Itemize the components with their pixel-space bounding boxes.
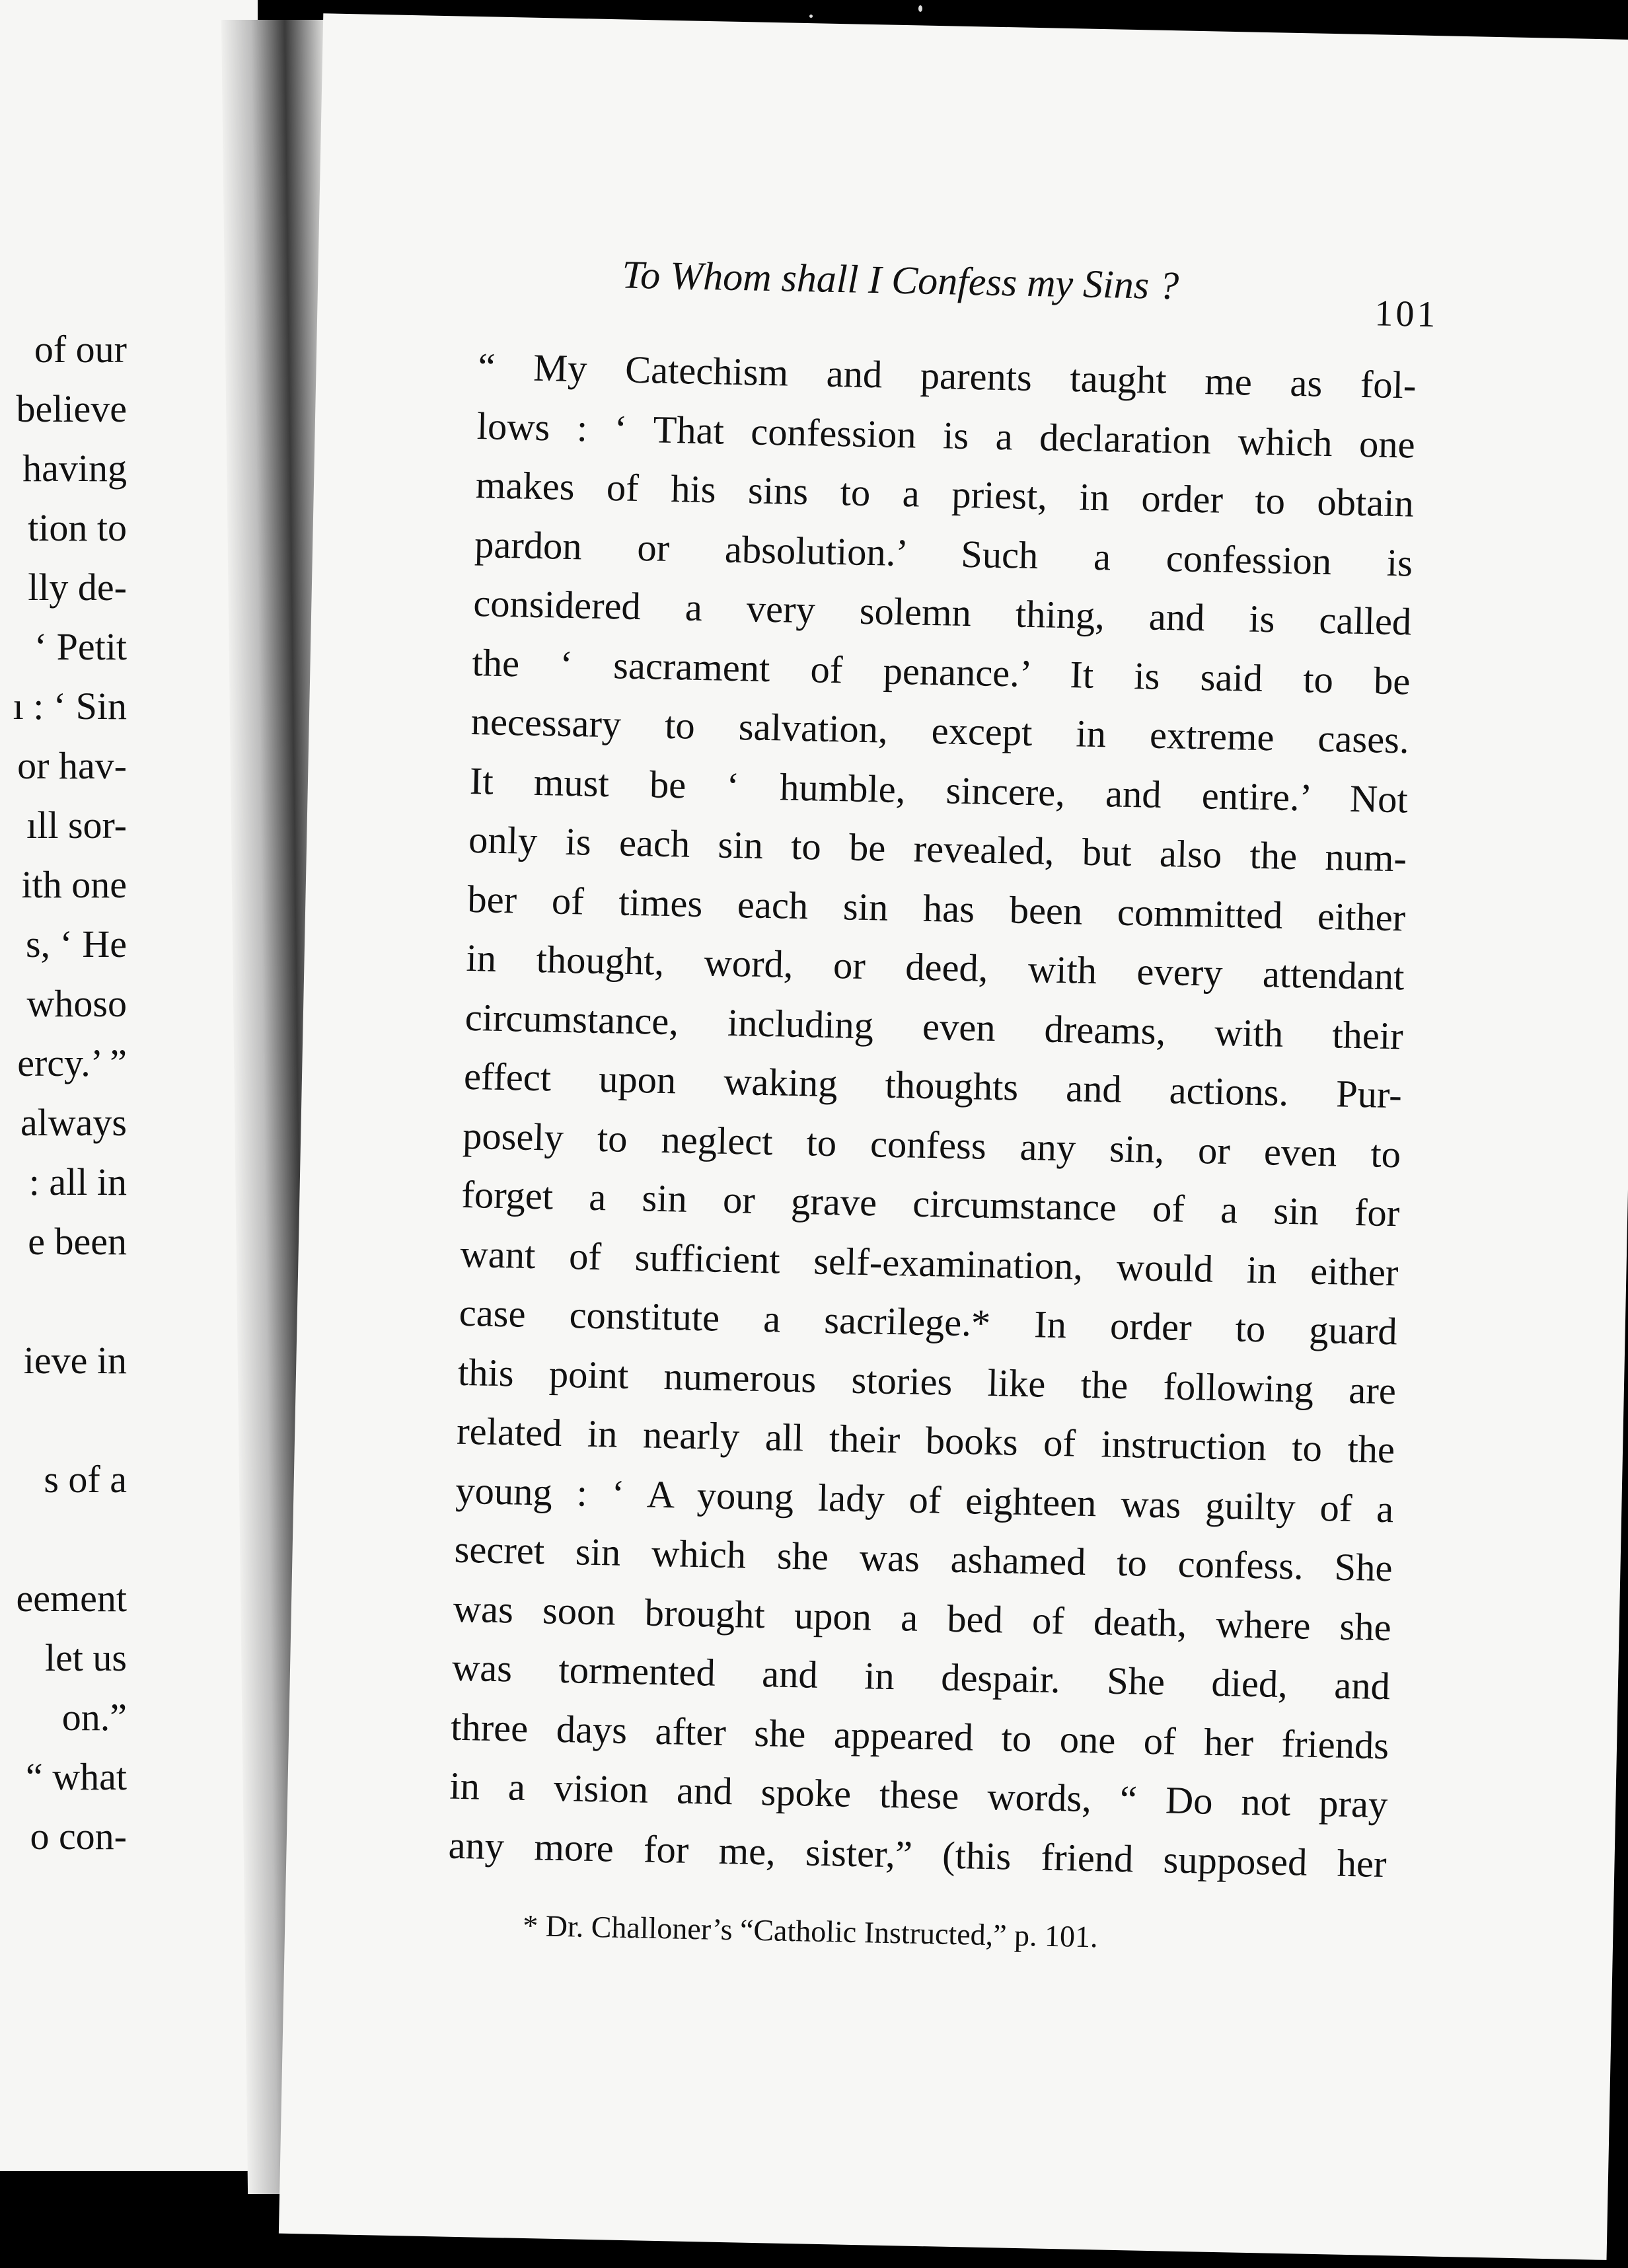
left-line: tion to xyxy=(28,506,127,549)
left-line: on.” xyxy=(61,1696,127,1739)
left-line: ercy.’ ” xyxy=(17,1041,127,1084)
body-line: circumstance, including even dreams, with their xyxy=(464,995,1404,1057)
body-line: makes of his sins to a priest, in order to obtain xyxy=(475,463,1415,525)
left-line: believe xyxy=(16,387,127,430)
body-line: It must be ‘ humble, sincere, and entire.’ Not xyxy=(469,759,1409,821)
body-line: want of sufficient self-examination, would in either xyxy=(460,1232,1399,1294)
left-line: o con- xyxy=(30,1815,127,1858)
body-line: forget a sin or grave circumstance of a sin for xyxy=(461,1172,1400,1235)
body-line: necessary to salvation, except in extreme cases. xyxy=(470,699,1410,762)
scan-speck xyxy=(809,15,813,18)
body-line: in thought, word, or deed, with every attendant xyxy=(466,936,1405,999)
body-line: secret sin which she was ashamed to confess. She xyxy=(454,1527,1393,1590)
left-line: always xyxy=(20,1101,127,1144)
body-line: considered a very solemn thing, and is called xyxy=(472,582,1412,644)
running-head xyxy=(622,252,1628,321)
page-number: 101 xyxy=(1374,293,1439,336)
left-line: e been xyxy=(28,1220,127,1263)
scan-speck xyxy=(918,5,922,12)
body-line: young : ‘ A young lady of eighteen was guilty of a xyxy=(455,1468,1394,1531)
body-line: in a vision and spoke these words, “ Do not pray xyxy=(449,1764,1388,1827)
body-line: three days after she appeared to one of her friends xyxy=(450,1705,1389,1767)
left-line: : all in xyxy=(28,1160,127,1203)
left-line: ı : ‘ Sin xyxy=(13,685,127,728)
left-line: of our xyxy=(34,328,127,371)
running-head-title: To Whom shall I Confess my Sins ? xyxy=(621,252,1179,308)
left-line: whoso xyxy=(26,982,127,1025)
left-line: lly de- xyxy=(28,566,127,609)
main-page xyxy=(279,13,1628,2260)
left-line: eement xyxy=(16,1577,127,1620)
body-line: “ My Catechism and parents taught me as fol- xyxy=(477,345,1417,407)
body-line: related in nearly all their books of instruction to the xyxy=(456,1409,1395,1472)
body-line: pardon or absolution.’ Such a confession is xyxy=(474,522,1413,585)
body-line: was soon brought upon a bed of death, where she xyxy=(453,1587,1392,1649)
body-line: only is each sin to be revealed, but also the num- xyxy=(468,817,1407,880)
left-line: s of a xyxy=(44,1458,127,1501)
left-line: ıll sor- xyxy=(26,804,127,847)
left-line: “ what xyxy=(26,1755,127,1798)
left-facing-page xyxy=(0,0,258,2171)
left-line: ieve in xyxy=(23,1339,127,1382)
left-line: having xyxy=(22,447,127,490)
footnote: * Dr. Challoner’s “Catholic Instructed,” p. 101. xyxy=(522,1908,1099,1954)
left-line: ‘ Petit xyxy=(34,625,127,668)
body-line: the ‘ sacrament of penance.’ It is said to be xyxy=(472,640,1411,702)
left-line: or hav- xyxy=(17,744,127,787)
body-line: case constitute a sacrilege.* In order to guard xyxy=(459,1291,1398,1353)
left-line: ith one xyxy=(21,863,127,906)
body-line: any more for me, sister,” (this friend supposed her xyxy=(448,1823,1388,1885)
body-line: effect upon waking thoughts and actions. Pur- xyxy=(463,1054,1403,1117)
left-line: let us xyxy=(44,1636,127,1679)
body-text xyxy=(448,337,1417,1893)
body-line: posely to neglect to confess any sin, or even to xyxy=(462,1114,1401,1176)
body-line: lows : ‘ That confession is a declaration which one xyxy=(476,404,1416,467)
body-line: ber of times each sin has been committed either xyxy=(466,877,1406,939)
body-line: this point numerous stories like the following are xyxy=(457,1350,1397,1412)
body-line: was tormented and in despair. She died, and xyxy=(451,1645,1391,1708)
left-line: s, ‘ He xyxy=(25,923,127,965)
